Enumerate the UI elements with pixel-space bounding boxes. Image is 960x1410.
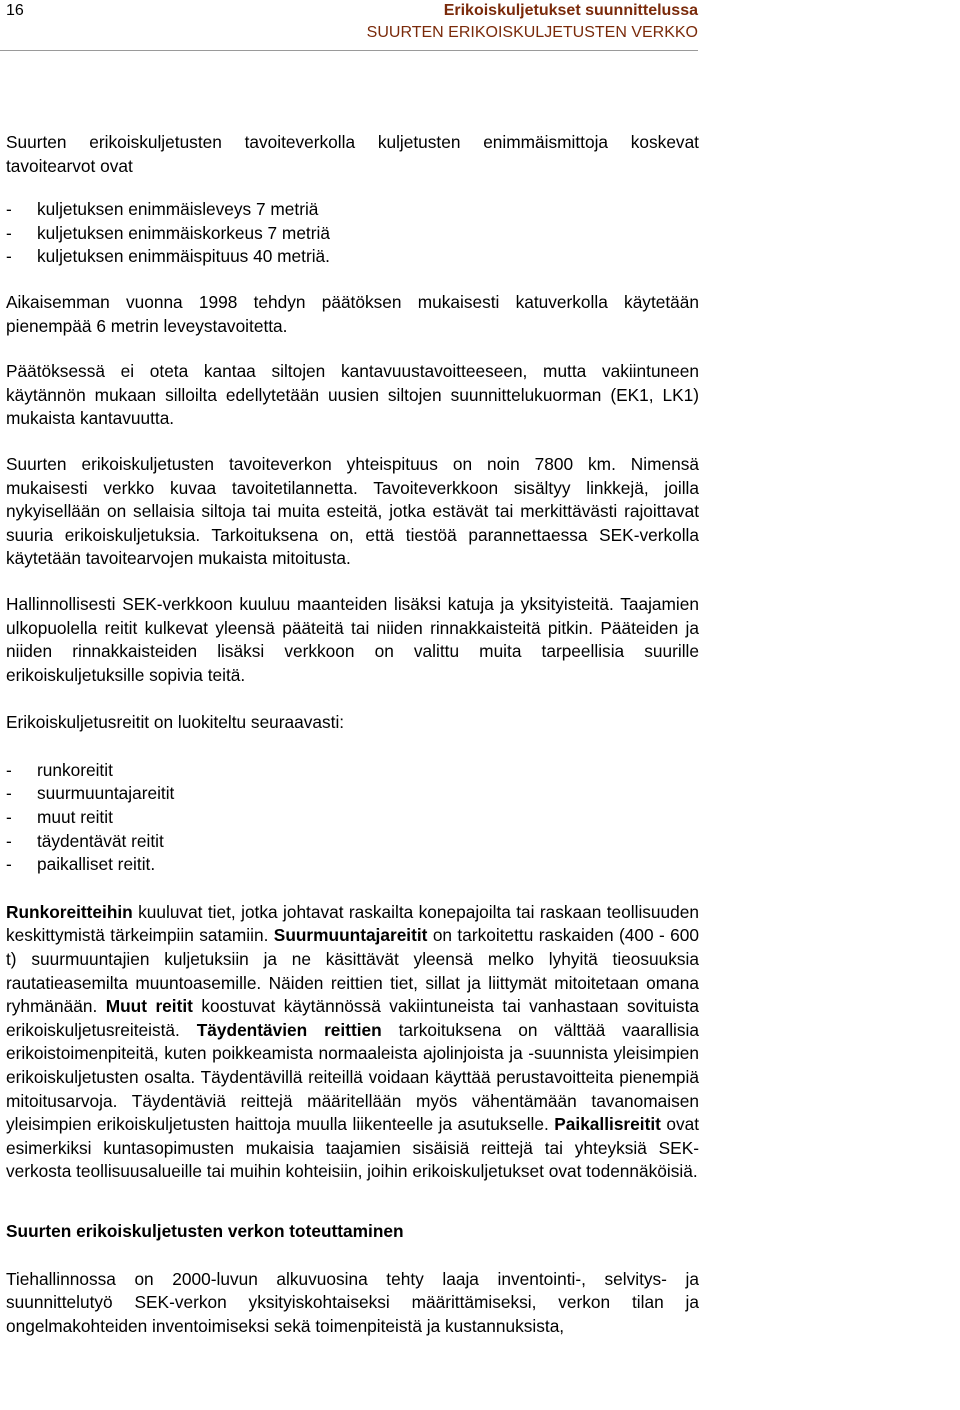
bridges-paragraph: Päätöksessä ei oteta kantaa siltojen kantavuustavoitteeseen, mutta vakiintuneen käytännön mukaan silloilta edellytetään uusien siltojen suunnittelukuorman (EK1, LK1) mukaista kantavuutta. <box>6 361 699 429</box>
header-subtitle: SUURTEN ERIKOISKULJETUSTEN VERKKO <box>366 24 698 41</box>
term-paikallisreitit: Paikallisreitit <box>554 1114 661 1135</box>
administration-paragraph: Hallinnollisesti SEK-verkkoon kuuluu maanteiden lisäksi katuja ja yksityisteitä. Taajamien ulkopuolella reitit kulkevat yleensä pääteitä tai niiden rinnakkaisteitä pitkin. Pääteiden ja niiden rinnakkaisteiden lisäksi verkkoon on valittu muita tarpeellisia suurille erikoiskuljetuksille sopivia teitä. <box>6 593 699 685</box>
list-item: - paikalliset reitit. <box>6 853 699 877</box>
header-title: Erikoiskuljetukset suunnittelussa <box>443 2 698 19</box>
term-suurmuuntajareitit: Suurmuuntajareitit <box>273 925 428 946</box>
route-classes-description: Runkoreitteihin kuuluvat tiet, jotka johtavat raskailta konepajoilta tai raskaan teollisuuden keskittymistä tärkeimpiin satamiin. Suurmuuntajareitit on tarkoitettu raskaiden (400 - 600 t) suurmuuntajien kuljetuksiin ja ne käsittävät yleensä melko lyhyitä tieosuuksia rautatieasemilta muuntoasemille. Näiden reittien tiet, sillat ja liittymät mitoitetaan omana ryhmänään. Muut reitit koostuvat käytännössä vakiintuneista tai vanhastaan sovituista erikoiskuljetusreiteistä. Täydentävien reittien tarkoituksena on välttää vaarallisia erikoistoimenpiteitä, kuten poikkeamista normaaleista ajolinjoista ja -suunnista yleisimpien erikoiskuljetusten osalta. Täydentävillä reiteillä voidaan käyttää perustavoitteita pienempiä mitoitusarvoja. Täydentäviä reittejä määritellään myös vähentämään tavanomaisen yleisimpien erikoiskuljetusten haittoja muulla liikenteelle ja asutukselle. Paikallisreitit ovat esimerkiksi kuntasopimusten mukaisia taajamien sisäisiä reittejä tai yhteyksiä SEK-verkosta teollisuusalueille tai muihin kohteisiin, joihin erikoiskuljetukset ovat todennäköisiä. <box>6 901 699 1182</box>
page-number: 16 <box>6 2 24 19</box>
implementation-paragraph: Tiehallinnossa on 2000-luvun alkuvuosina tehty laaja inventointi-, selvitys- ja suunnittelutyö SEK-verkon yksityiskohtaiseksi määrittämiseksi, verkon tilan ja ongelmakohteiden inventoimiseksi sekä toimenpiteistä ja kustannuksista, <box>6 1268 699 1336</box>
term-runkoreitit: Runkoreitteihin <box>6 901 133 922</box>
list-item: - muut reitit <box>6 806 699 830</box>
limits-list <box>6 198 699 269</box>
term-taydentavat-reitit: Täydentävien reittien <box>196 1019 382 1040</box>
route-classes-list <box>6 759 699 877</box>
header-divider <box>0 50 698 51</box>
page-header <box>0 0 960 52</box>
list-item: - suurmuuntajareitit <box>6 782 699 806</box>
term-muut-reitit: Muut reitit <box>105 996 193 1017</box>
network-length-paragraph: Suurten erikoiskuljetusten tavoiteverkon yhteispituus on noin 7800 km. Nimensä mukaisesti verkko kuvaa tavoitetilannetta. Tavoiteverkkoon sisältyy linkkejä, joilla nykyisellään on sellaisia siltoja tai muita esteitä, jotka estävät tai merkittävästi rajoittavat suuria erikoiskuljetuksia. Tarkoituksena on, että tiestöä parannettaessa SEK-verkolla käytetään tavoitearvojen mukaista mitoitusta. <box>6 453 699 569</box>
intro-paragraph: Suurten erikoiskuljetusten tavoiteverkolla kuljetusten enimmäismittoja koskevat tavoitearvot ovat <box>6 132 699 176</box>
list-item: - täydentävät reitit <box>6 830 699 854</box>
list-item: - runkoreitit <box>6 759 699 783</box>
document-body <box>6 131 699 1338</box>
list-item: - kuljetuksen enimmäispituus 40 metriä. <box>6 245 699 269</box>
list-item: - kuljetuksen enimmäisleveys 7 metriä <box>6 198 699 222</box>
list-item: - kuljetuksen enimmäiskorkeus 7 metriä <box>6 222 699 246</box>
section-heading: Suurten erikoiskuljetusten verkon toteuttaminen <box>6 1220 404 1241</box>
street-network-paragraph: Aikaisemman vuonna 1998 tehdyn päätöksen mukaisesti katuverkolla käytetään pienempää 6 metrin leveystavoitetta. <box>6 291 699 336</box>
classification-intro: Erikoiskuljetusreitit on luokiteltu seuraavasti: <box>6 712 345 733</box>
